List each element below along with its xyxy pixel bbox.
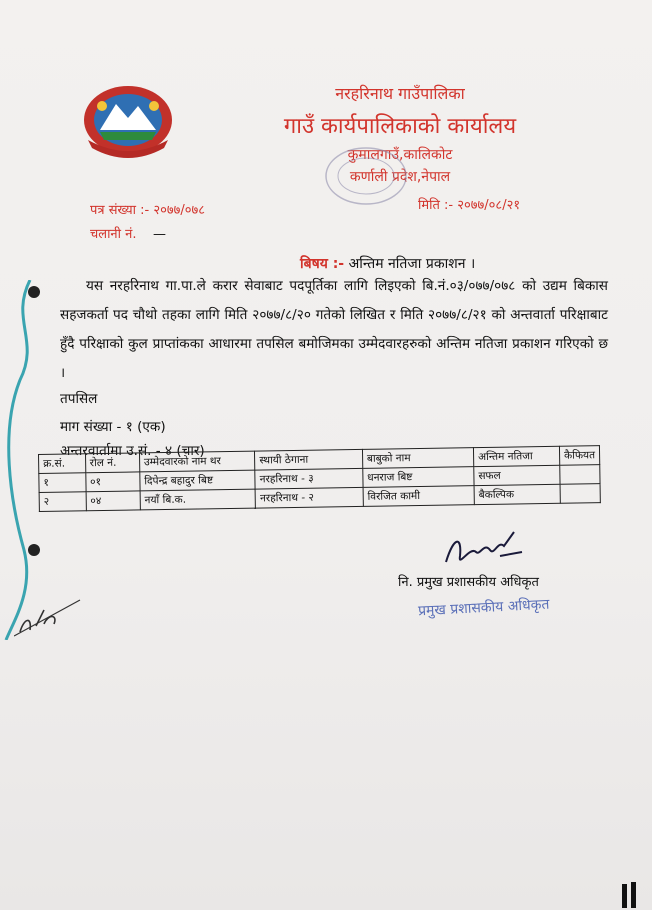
demand-count: माग संख्या - १ (एक) xyxy=(60,419,166,435)
details-heading: तपसिल xyxy=(60,391,98,407)
header-cell: अन्तिम नतिजा xyxy=(473,446,559,466)
letter-body xyxy=(60,272,608,388)
table-cell: ०१ xyxy=(85,472,140,492)
body-paragraph: यस नरहरिनाथ गा.पा.ले करार सेवाबाट पदपूर्तिका लागि लिइएको बि.नं.०३/०७७/०७८ को उद्यम बिकास सहजकर्ता पद चौथो तहका लागि मिति २०७७/८/२० गतेको लिखित र मिति २०७७/८/२१ को अन्तवार्ता परिक्षाबाट हुँदै परिक्षाको कुल प्राप्तांकका आधारमा तपसिल बमोजिमका उम्मेदवारहरुको अन्तिम नतिजा प्रकाशन गरिएको छ । xyxy=(60,278,608,381)
dispatch-label: चलानी नं. xyxy=(90,227,137,242)
handwritten-note-icon xyxy=(14,596,84,638)
table-cell xyxy=(560,465,600,485)
office-address: कुमालगाउँ,कालिकोट xyxy=(347,147,453,163)
subject-line xyxy=(300,254,475,273)
table-cell: सफल xyxy=(474,465,560,485)
subject-label: बिषय :- xyxy=(300,256,345,272)
signature-icon xyxy=(440,522,530,574)
table-cell: नयाँ बि.क. xyxy=(140,489,256,510)
office-seal-icon xyxy=(318,140,414,212)
table-cell: धनराज बिष्ट xyxy=(363,467,474,488)
interview-count: अन्तरवार्तामा उ.सं. - ४ (चार) xyxy=(60,443,205,459)
table-cell: दिपेन्द्र बहादुर बिष्ट xyxy=(140,470,256,491)
office-name: गाउँ कार्यपालिकाको कार्यालय xyxy=(283,114,517,139)
signatory-title: नि. प्रमुख प्रशासकीय अधिकृत xyxy=(398,575,539,590)
header-cell: बाबुको नाम xyxy=(362,448,473,469)
table-cell: १ xyxy=(39,473,86,493)
page-binding-marks-icon xyxy=(616,878,646,908)
province-name: कर्णाली प्रदेश,नेपाल xyxy=(349,169,451,185)
header-cell: रोल नं. xyxy=(85,453,140,473)
table-cell: नरहरिनाथ - ३ xyxy=(255,468,363,489)
header-cell: क्र.सं. xyxy=(39,454,86,474)
table-cell: विरजित कामी xyxy=(363,486,474,507)
letter-number: पत्र संख्या :- २०७७/०७८ xyxy=(90,203,206,218)
subject-text: अन्तिम नतिजा प्रकाशन । xyxy=(348,256,476,272)
header-cell: कैफियत xyxy=(559,446,599,466)
table-cell: २ xyxy=(39,492,86,512)
table-cell xyxy=(560,484,600,504)
header-cell: उम्मेदवारको नाम थर xyxy=(139,451,255,472)
header-cell: स्थायी ठेगाना xyxy=(255,449,363,470)
municipality-name: नरहरिनाथ गाउँपालिका xyxy=(335,84,465,103)
table-cell: ०४ xyxy=(86,491,141,511)
binding-string-icon xyxy=(0,280,90,640)
nepal-emblem-icon xyxy=(78,76,178,164)
dispatch-number xyxy=(90,224,166,242)
table-cell: बैकल्पिक xyxy=(474,484,560,504)
designation-stamp: प्रमुख प्रशासकीय अधिकृत xyxy=(417,596,550,620)
dispatch-value: — xyxy=(153,227,167,242)
result-table xyxy=(38,445,601,512)
table-cell: नरहरिनाथ - २ xyxy=(255,487,363,508)
letter-date: मिति :- २०७७/०८/२१ xyxy=(418,198,521,213)
